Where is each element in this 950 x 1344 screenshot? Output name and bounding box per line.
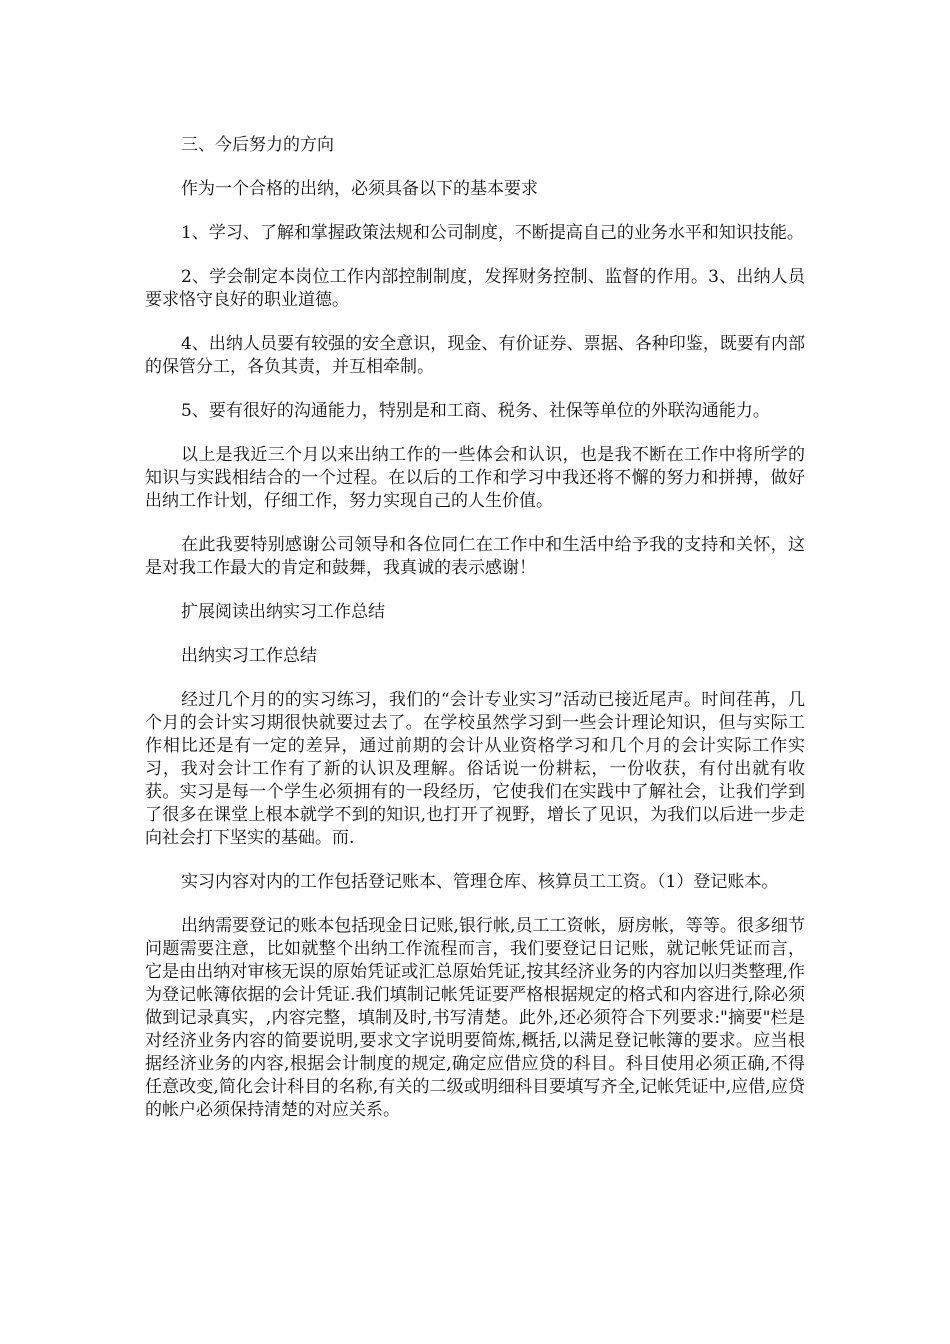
article-title: 出纳实习工作总结 <box>181 646 317 666</box>
ledger-details-paragraph: 出纳需要登记的账本包括现金日记账,银行帐,员工工资帐，厨房帐，等等。很多细节问题需要注意，比如就整个出纳工作流程而言，我们要登记日记账，就记帐凭证而言，它是由出纳对审核无误的原始凭证或汇总原始凭证,按其经济业务的内容加以归类整理,作为登记帐簿依据的会计凭证.我们填制记帐凭证要严格根据规定的格式和内容进行,除必须做到记录真实，,内容完整，填制及时,书写清楚。此外,还必须符合下列要求:"摘要"栏是对经济业务内容的简要说明,要求文字说明要简炼,概括,以满足登记帐簿的要求。应当根据经济业务的内容,根据会计制度的规定,确定应借应贷的科目。科目使用必须正确,不得任意改变,简化会计科目的名称,有关的二级或明细科目要填写齐全,记帐凭证中,应借,应贷的帐户必须保持清楚的对应关系。 <box>145 916 805 1120</box>
requirement-item-1: 1、学习、了解和掌握政策法规和公司制度，不断提高自己的业务水平和知识技能。 <box>181 223 804 243</box>
requirement-item-4: 4、出纳人员要有较强的安全意识，现金、有价证券、票据、各种印鉴，既要有内部的保管分工，各负其责，并互相牵制。 <box>145 334 805 377</box>
document-body <box>145 134 805 1143</box>
thanks-paragraph: 在此我要特别感谢公司领导和各位同仁在工作中和生活中给予我的支持和关怀，这是对我工作最大的肯定和鼓舞，我真诚的表示感谢！ <box>145 535 805 578</box>
internship-content-paragraph: 实习内容对内的工作包括登记账本、管理仓库、核算员工工资。（1）登记账本。 <box>181 872 779 892</box>
section-heading: 三、今后努力的方向 <box>181 135 334 155</box>
extended-reading-heading: 扩展阅读出纳实习工作总结 <box>181 602 385 622</box>
internship-intro-paragraph: 经过几个月的的实习练习，我们的“会计专业实习”活动已接近尾声。时间荏苒，几个月的会计实习期很快就要过去了。在学校虽然学习到一些会计理论知识，但与实际工作相比还是有一定的差异，通过前期的会计从业资格学习和几个月的会计实际工作实习，我对会计工作有了新的认识及理解。俗话说一份耕耘，一份收获，有付出就有收获。实习是每一个学生必须拥有的一段经历，它使我们在实践中了解社会，让我们学到了很多在课堂上根本就学不到的知识,也打开了视野，增长了见识，为我们以后进一步走向社会打下坚实的基础。而. <box>145 690 805 848</box>
requirement-item-5: 5、要有很好的沟通能力，特别是和工商、税务、社保等单位的外联沟通能力。 <box>181 401 770 421</box>
requirements-intro: 作为一个合格的出纳，必须具备以下的基本要求 <box>181 179 538 199</box>
summary-paragraph: 以上是我近三个月以来出纳工作的一些体会和认识，也是我不断在工作中将所学的知识与实践相结合的一个过程。在以后的工作和学习中我还将不懈的努力和拼搏，做好出纳工作计划，仔细工作，努力实现自己的人生价值。 <box>145 445 805 511</box>
requirement-item-2-3: 2、学会制定本岗位工作内部控制制度，发挥财务控制、监督的作用。3、出纳人员要求恪守良好的职业道德。 <box>145 267 805 310</box>
